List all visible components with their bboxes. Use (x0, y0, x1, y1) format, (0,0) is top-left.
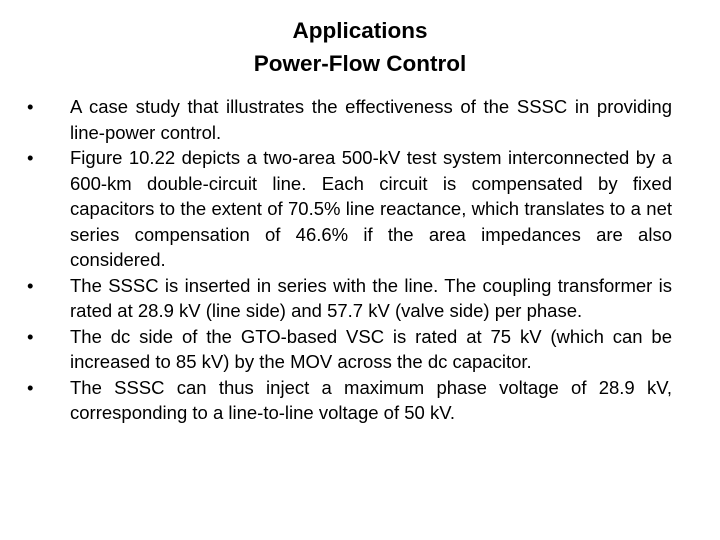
slide-title (0, 14, 720, 80)
bullet-dot-icon: • (27, 147, 34, 168)
bullet-dot-icon: • (27, 325, 34, 347)
bullet-item (24, 324, 672, 375)
bullet-text: The SSSC is inserted in series with the line. The coupling transformer is rated at 28.9 kV (line side) and 57.7 kV (valve side) per phase. (70, 274, 672, 321)
title-line-2: Power-Flow Control (253, 51, 467, 76)
bullet-text: The dc side of the GTO-based VSC is rated at 75 kV (which can be increased to 85 kV) by the MOV across the dc capacitor. (70, 325, 672, 372)
bullet-item (24, 94, 672, 145)
bullet-text: The SSSC can thus inject a maximum phase voltage of 28.9 kV, corresponding to a line-to-line voltage of 50 kV. (70, 376, 672, 423)
bullet-dot-icon: • (27, 376, 34, 398)
bullet-item (24, 273, 672, 324)
bullet-dot-icon: • (27, 96, 34, 117)
bullet-list (24, 94, 672, 426)
bullet-item (24, 375, 672, 426)
bullet-item (24, 145, 672, 273)
bullet-text: Figure 10.22 depicts a two-area 500-kV test system interconnected by a 600-km double-circuit line. Each circuit is compensated by fixed capacitors to the extent of 70.5% line reactance, which translates to a net series compensation of 46.6% if the area impedances are also considered. (70, 147, 672, 270)
bullet-text: A case study that illustrates the effectiveness of the SSSC in providing line-power control. (70, 96, 672, 143)
bullet-dot-icon: • (27, 274, 34, 296)
title-line-1: Applications (292, 18, 428, 43)
